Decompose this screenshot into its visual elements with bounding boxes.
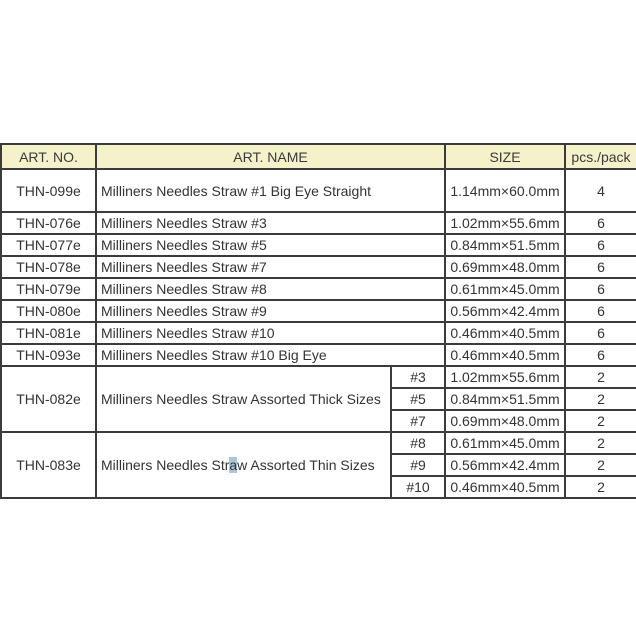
table-header-row xyxy=(1,144,636,169)
art-name-cell: Milliners Needles Straw #8 xyxy=(96,278,445,300)
art-name-cell: Milliners Needles Straw #9 xyxy=(96,300,445,322)
size-cell: 1.02mm×55.6mm xyxy=(445,212,565,234)
pcs-cell: 4 xyxy=(565,169,636,212)
art-name-text: w Assorted Thin Sizes xyxy=(237,457,375,473)
size-cell: 0.69mm×48.0mm xyxy=(445,256,565,278)
art-name-cell xyxy=(96,432,391,498)
art-name-cell: Milliners Needles Straw Assorted Thick Sizes xyxy=(96,366,391,432)
art-no-header: ART. NO. xyxy=(1,144,96,169)
pcs-cell: 6 xyxy=(565,256,636,278)
pcs-cell: 6 xyxy=(565,278,636,300)
art-name-header: ART. NAME xyxy=(96,144,445,169)
art-name-cell: Milliners Needles Straw #10 Big Eye xyxy=(96,344,445,366)
art-name-cell: Milliners Needles Straw #10 xyxy=(96,322,445,344)
variant-num-cell: #10 xyxy=(391,476,445,498)
art-no-cell: THN-080e xyxy=(1,300,96,322)
art-no-cell: THN-083e xyxy=(1,432,96,498)
art-name-cell: Milliners Needles Straw #7 xyxy=(96,256,445,278)
table-row xyxy=(1,169,636,212)
art-name-cell: Milliners Needles Straw #1 Big Eye Straight xyxy=(96,169,445,212)
pcs-cell: 2 xyxy=(565,388,636,410)
variant-num-cell: #7 xyxy=(391,410,445,432)
art-no-cell: THN-093e xyxy=(1,344,96,366)
art-no-cell: THN-099e xyxy=(1,169,96,212)
size-cell: 0.46mm×40.5mm xyxy=(445,476,565,498)
table-row xyxy=(1,344,636,366)
variant-num-cell: #3 xyxy=(391,366,445,388)
size-cell: 0.84mm×51.5mm xyxy=(445,388,565,410)
art-name-cell: Milliners Needles Straw #5 xyxy=(96,234,445,256)
pcs-cell: 6 xyxy=(565,300,636,322)
size-cell: 0.61mm×45.0mm xyxy=(445,432,565,454)
scan-highlight-artifact: a xyxy=(229,457,238,473)
size-cell: 0.69mm×48.0mm xyxy=(445,410,565,432)
pcs-cell: 6 xyxy=(565,344,636,366)
pcs-cell: 6 xyxy=(565,234,636,256)
pcs-cell: 6 xyxy=(565,212,636,234)
pcs-cell: 2 xyxy=(565,410,636,432)
table-group-row xyxy=(1,432,636,454)
table-row xyxy=(1,278,636,300)
size-cell: 0.56mm×42.4mm xyxy=(445,454,565,476)
table-row xyxy=(1,322,636,344)
variant-num-cell: #9 xyxy=(391,454,445,476)
pcs-cell: 2 xyxy=(565,476,636,498)
pcs-cell: 2 xyxy=(565,432,636,454)
pcs-cell: 2 xyxy=(565,454,636,476)
size-cell: 1.14mm×60.0mm xyxy=(445,169,565,212)
art-no-cell: THN-081e xyxy=(1,322,96,344)
size-cell: 0.61mm×45.0mm xyxy=(445,278,565,300)
size-cell: 0.84mm×51.5mm xyxy=(445,234,565,256)
table-row xyxy=(1,234,636,256)
art-no-cell: THN-077e xyxy=(1,234,96,256)
needles-spec-table xyxy=(0,143,636,499)
art-name-cell: Milliners Needles Straw #3 xyxy=(96,212,445,234)
table-group-row xyxy=(1,366,636,388)
size-cell: 0.46mm×40.5mm xyxy=(445,322,565,344)
size-header: SIZE xyxy=(445,144,565,169)
art-no-cell: THN-076e xyxy=(1,212,96,234)
pcs-cell: 6 xyxy=(565,322,636,344)
table-row xyxy=(1,212,636,234)
table-row xyxy=(1,300,636,322)
variant-num-cell: #8 xyxy=(391,432,445,454)
size-cell: 0.46mm×40.5mm xyxy=(445,344,565,366)
art-name-text: Milliners Needles Str xyxy=(101,457,230,473)
art-no-cell: THN-078e xyxy=(1,256,96,278)
pcs-header: pcs./pack xyxy=(565,144,636,169)
size-cell: 0.56mm×42.4mm xyxy=(445,300,565,322)
table-row xyxy=(1,256,636,278)
art-no-cell: THN-079e xyxy=(1,278,96,300)
size-cell: 1.02mm×55.6mm xyxy=(445,366,565,388)
art-no-cell: THN-082e xyxy=(1,366,96,432)
variant-num-cell: #5 xyxy=(391,388,445,410)
pcs-cell: 2 xyxy=(565,366,636,388)
